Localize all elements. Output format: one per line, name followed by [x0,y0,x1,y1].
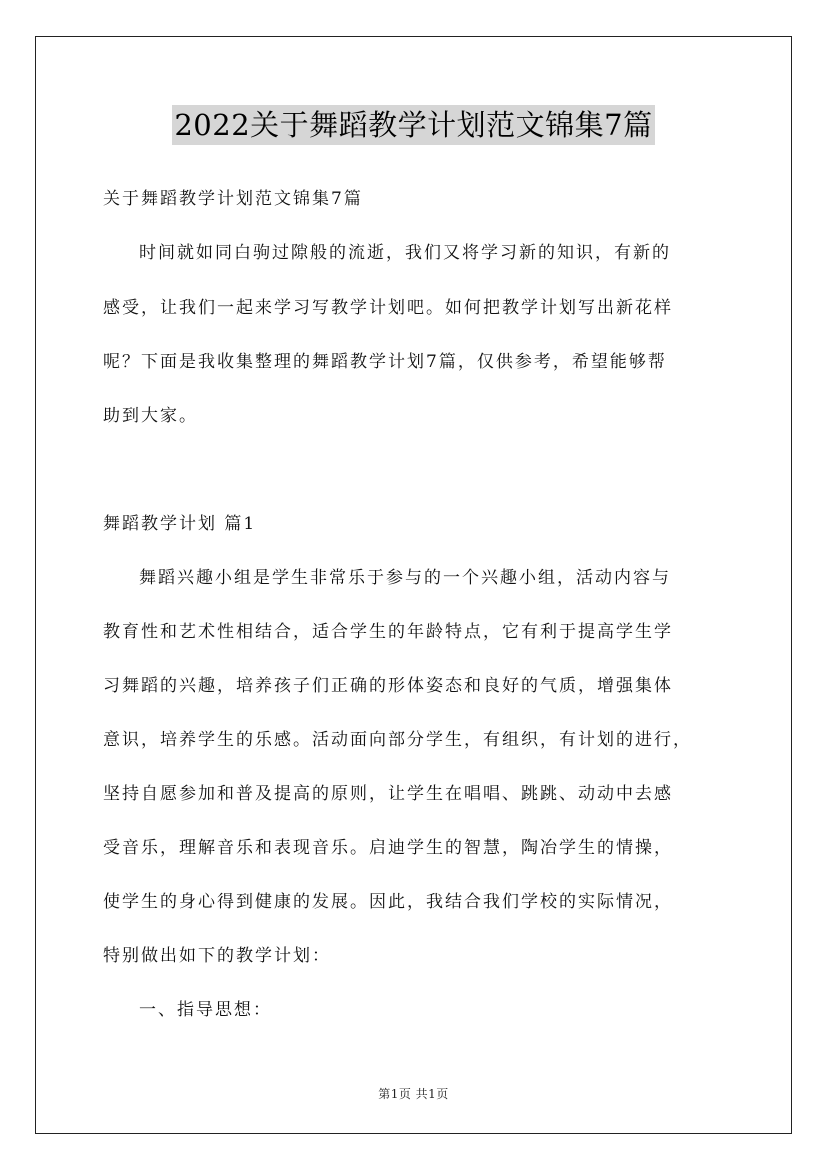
document-subtitle: 关于舞蹈教学计划范文锦集7篇 [103,189,363,209]
body-line-5: 坚持自愿参加和普及提高的原则，让学生在唱唱、跳跳、动动中去感 [103,784,673,804]
intro-line-2: 感受，让我们一起来学习写教学计划吧。如何把教学计划写出新花样 [103,298,673,318]
body-line-7: 使学生的身心得到健康的发展。因此，我结合我们学校的实际情况， [103,892,673,912]
body-line-3: 习舞蹈的兴趣，培养孩子们正确的形体姿态和良好的气质，增强集体 [103,676,673,696]
intro-line-4: 助到大家。 [103,406,198,426]
body-line-4: 意识，培养学生的乐感。活动面向部分学生，有组织，有计划的进行， [103,730,692,750]
page-footer: 第1页 共1页 [378,1087,449,1101]
body-line-8: 特别做出如下的教学计划： [103,946,331,966]
body-line-2: 教育性和艺术性相结合，适合学生的年龄特点，它有利于提高学生学 [103,622,673,642]
subheading: 一、指导思想： [139,1000,272,1020]
document-page [35,36,792,1134]
section-heading: 舞蹈教学计划 篇1 [103,514,257,534]
title-container [36,105,791,145]
document-title: 2022关于舞蹈教学计划范文锦集7篇 [172,105,654,145]
body-line-6: 受音乐，理解音乐和表现音乐。启迪学生的智慧，陶冶学生的情操， [103,838,673,858]
intro-line-1: 时间就如同白驹过隙般的流逝，我们又将学习新的知识，有新的 [139,243,671,263]
intro-line-3: 呢？下面是我收集整理的舞蹈教学计划7篇，仅供参考，希望能够帮 [103,352,667,372]
body-line-1: 舞蹈兴趣小组是学生非常乐于参与的一个兴趣小组，活动内容与 [139,568,671,588]
